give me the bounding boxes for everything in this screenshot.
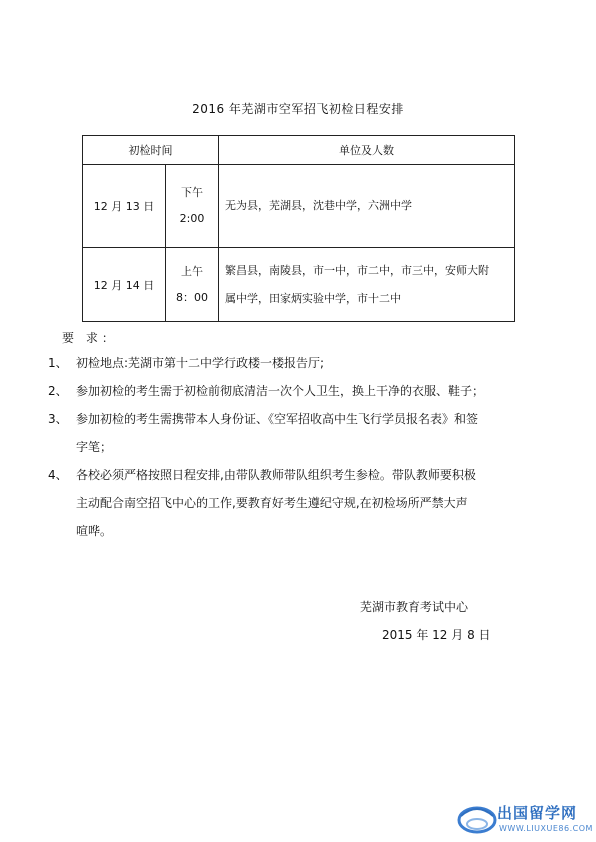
units-cell bbox=[219, 248, 515, 322]
requirement-number: 3、 bbox=[48, 412, 68, 426]
date-cell: 12 月 13 日 bbox=[83, 165, 166, 248]
issue-date: 2015 年 12 月 8 日 bbox=[382, 628, 491, 642]
period-time: 2:00 bbox=[179, 212, 205, 225]
date-cell: 12 月 14 日 bbox=[83, 248, 166, 322]
watermark-url: WWW.LIUXUE86.COM bbox=[499, 824, 593, 833]
requirement-text: 初检地点:芜湖市第十二中学行政楼一楼报告厅; bbox=[76, 356, 325, 370]
schedule-table bbox=[82, 135, 515, 322]
requirement-text: 字笔； bbox=[76, 440, 113, 454]
requirement-item bbox=[48, 405, 528, 461]
requirement-text: 主动配合南空招飞中心的工作,要教育好考生遵纪守规,在初检场所严禁大声 bbox=[76, 496, 468, 510]
watermark-text: 出国留学网 bbox=[497, 804, 578, 822]
period-cell bbox=[166, 165, 219, 248]
period-label: 上午 bbox=[181, 264, 203, 278]
requirement-item bbox=[48, 377, 528, 405]
period-label: 下午 bbox=[181, 186, 203, 199]
units-cell bbox=[219, 165, 515, 248]
requirement-text: 各校必须严格按照日程安排,由带队教师带队组织考生参检。带队教师要积极 bbox=[76, 468, 476, 482]
requirement-text: 参加初检的考生需携带本人身份证、《空军招收高中生飞行学员报名表》和签 bbox=[76, 412, 479, 426]
table-header-row bbox=[83, 136, 515, 165]
table-row bbox=[83, 165, 515, 248]
units-line: 属中学，田家炳实验中学，市十二中 bbox=[225, 291, 401, 305]
requirement-number: 4、 bbox=[48, 468, 68, 482]
period-time: 8：00 bbox=[176, 290, 208, 304]
site-watermark bbox=[455, 798, 595, 842]
table-row bbox=[83, 248, 515, 322]
issuer-name: 芜湖市教育考试中心 bbox=[360, 600, 469, 614]
globe-logo-icon bbox=[455, 798, 499, 838]
header-units: 单位及人数 bbox=[219, 136, 515, 165]
header-time: 初检时间 bbox=[83, 136, 219, 165]
requirement-item bbox=[48, 349, 528, 377]
units-line: 繁昌县，南陵县，市一中，市二中，市三中，安师大附 bbox=[225, 263, 489, 277]
requirement-number: 2、 bbox=[48, 384, 68, 398]
requirement-number: 1、 bbox=[48, 356, 68, 370]
requirements-heading: 要 求： bbox=[62, 331, 118, 345]
requirement-text: 喧哗。 bbox=[76, 524, 113, 538]
units-line: 无为县，芜湖县，沈巷中学，六洲中学 bbox=[225, 199, 412, 212]
requirement-item bbox=[48, 461, 528, 545]
period-cell bbox=[166, 248, 219, 322]
document-title: 2016 年芜湖市空军招飞初检日程安排 bbox=[192, 102, 404, 116]
requirement-text: 参加初检的考生需于初检前彻底清洁一次个人卫生，换上干净的衣服、鞋子； bbox=[76, 384, 485, 398]
